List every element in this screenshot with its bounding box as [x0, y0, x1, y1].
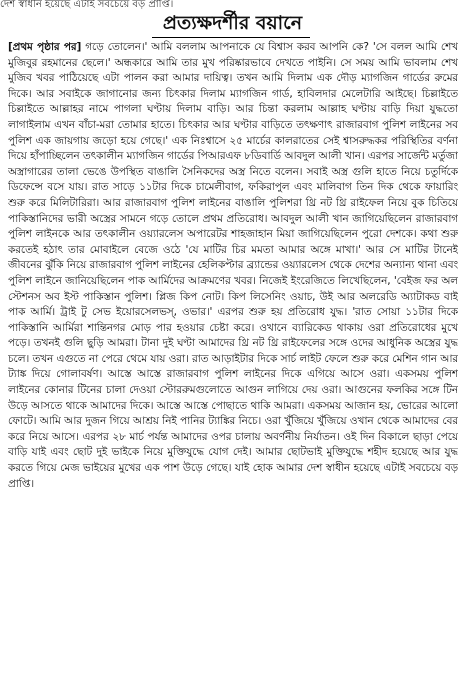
article-body: [8, 40, 458, 672]
previous-article-cut-line: দেশ স্বাধীন হয়েছে এটাই সবচেয়ে বড় প্রাপ্তি।: [0, 0, 174, 10]
article-body-text: গড়ে তোলেন।' আমি বললাম আপনাকে যে বিশ্বাস করব আপনি কে? 'সে বলল আমি শেখ মুজিবুর রহমানের ছেলে।' অন্ধকারে আমি তার মুখ পরিষ্কারভাবে দেখতে পাইনি। সে সময় আমি ভাবলাম শেখ মুজিব খবর পাঠিয়েছে এটা পালন করা আমার দায়িত্ব। তখন আমি দিলাম এক দৌড় ম্যাগজিন গার্ডের রুমের দিকে। আর সবাইকে জাগানোর জন্য চিৎকার দিলাম ম্যাগজিন গার্ড, হাবিলদার মেলেটারি আইছে। চিল্লাইতে চিল্লাইতে আল্লাহর নামে পাগলা ঘণ্টায় দিলাম বাড়ি। আর চিন্তা করলাম আল্লাহ ঘণ্টায় বাড়ি দিয়া যুদ্ধতো লাগাইলাম এখন বাঁচা-মরা তোমার হাতে। চিৎকার আর ঘণ্টার বাড়িতে তৎক্ষণাৎ রাজারবাগ পুলিশ লাইনের সব পুলিশ এক জায়গায় জড়ো হয়ে গেছে।' এক নিঃশ্বাসে ২৫ মার্চের কালরাতের সেই শ্বাসরুদ্ধকর পরিস্থিতির বর্ণনা দিয়ে হাঁপাচ্ছিলেন তৎকালীন ম্যাগজিন গার্ডের পিআরএফ ৮ডিবার্ডি আবদুল আলী খান। এরপর সার্জেন্ট মর্তুজা অস্ত্রাগারের তালা ভেঙে উপস্থিত বাঙালি সৈনিকদের অস্ত্র নিতে বলেন। সবাই অস্ত্র গুলি হাতে নিয়ে চতুর্দিকে ডিফেন্সে বসে যায়। রাত সাড়ে ১১টার দিকে চামেলীবাগ, ফকিরাপুল এবং মালিবাগ তিন দিক থেকে ফায়ারিং শুরু করে মিলিটারিরা। আর রাজারবাগ পুলিশ লাইনের বাঙালি পুলিশরা থ্রি নট থ্রি রাইফেল নিয়ে বুক চিতিয়ে পাকিস্তানিদের ভারী অস্ত্রের সামনে গড়ে তোলে প্রথম প্রতিরোধ। আবদুল আলী খান জাগিয়েছিলেন রাজারবাগ পুলিশ লাইনকে আর তৎকালীন ওয়্যারলেস অপারেটর শাহজাহান মিয়া জাগিয়েছিলেন পুরো দেশকে। কথা শুরু করতেই হঠাৎ তার মোবাইলে বেজে ওঠে 'যে মাটির চির মমতা আমার অঙ্গে মাখা।' আর সে মাটির টানেই জীবনের ঝুঁকি নিয়ে রাজারবাগ পুলিশ লাইনের হেলিকপ্টার ব্র্যান্ডের ওয়্যারলেস থেকে দেশের অন্যান্য থানা এবং পুলিশ লাইনে জানিয়েছিলেন পাক আর্মিদের আক্রমণের খবর। নিজেই ইংরেজিতে লিখেছিলেন, 'বেইজ ফর অল স্টেশনস অব ইস্ট পাকিস্তান পুলিশ। প্লিজ কিপ নোট। কিপ লিসেনিং ওয়াচ, উই আর অলরেডি অ্যাটাকড বাই পাক আর্মি। ট্রাই টু সেভ ইয়োরসেলভস্, ওভার।' এরপর শুরু হয় প্রতিরোধ যুদ্ধ। 'রাত সোয়া ১১টার দিকে পাকিস্তানি আর্মিরা শান্তিনগর মোড় পার হওয়ার চেষ্টা করে। ওখানে ব্যারিকেড থাকায় ওরা প্রতিরোধের মুখে পড়ে। তখনই গুলি ছুড়ি আমরা। টানা দুই ঘণ্টা আমাদের থ্রি নট থ্রি রাইফেলের সঙ্গে ওদের আধুনিক অস্ত্রের যুদ্ধ চলে। তখন এগুতে না পেরে থেমে যায় ওরা। রাত আড়াইটার দিকে সার্চ লাইট ফেলে শুরু করে মেশিন গান আর ট্যাঙ্ক দিয়ে গোলাবর্ষণ। আস্তে আস্তে রাজারবাগ পুলিশ লাইনের দিকে এগিয়ে আসে ওরা। একসময় পুলিশ লাইনের কোনার টিনের চালা দেওয়া স্টোররুমগুলোতে আগুন লাগিয়ে দেয় ওরা। আগুনের ফলকির সঙ্গে টিন উড়ে আসতে থাকে আমাদের দিকে। আস্তে আস্তে পোছাতে থাকি আমরা। একসময় আজান হয়, ভোরের আলো ফোটে। আমি আর দুজন গিয়ে আশ্রয় নিই পানির ট্যাঙ্কির নিচে। ওরা খুঁজিয়ে খুঁজিয়ে ওখান থেকে আমাদের বের করে নিয়ে আসে। এরপর ২৮ মার্চ পর্যন্ত আমাদের ওপর চালায় অবর্ণনীয় নির্যাতন। ওই দিন বিকালে ছাড়া পেয়ে বাড়ি যাই এবং ছোট দুই ভাইকে নিয়ে মুক্তিযুদ্ধে যোগ দেই। আমার ছোটভাই মুক্তিযুদ্ধে শহীদ হয়েছে আর যুদ্ধ করতে গিয়ে মেজ ভাইয়ের মুখের এক পাশ উড়ে গেছে। যাই হোক আমার দেশ স্বাধীন হয়েছে এটাই সবচেয়ে বড় প্রাপ্তি।: [8, 41, 458, 490]
article-headline: প্রত্যক্ষদর্শীর বয়ানে: [162, 12, 303, 34]
continuation-label: [প্রথম পৃষ্ঠার পর]: [8, 41, 82, 53]
headline-underline: [152, 37, 310, 38]
